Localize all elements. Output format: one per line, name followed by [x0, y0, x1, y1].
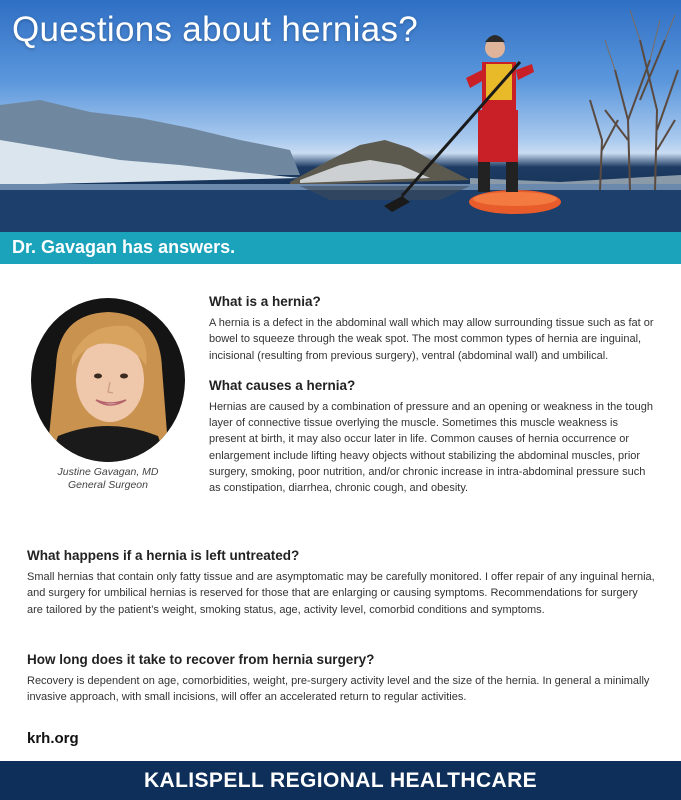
answer-text: Small hernias that contain only fatty tissue and are asymptomatic may be carefully monitored. I offer repair of any inguinal hernia, and surgery for umbilical hernias is reserved for those that are enlarging or causing symptoms. Recommendations for surgery are tailored by the patient’s weight, smoking status, age, activity level, comorbid conditions and symptoms. [27, 571, 655, 616]
doctor-role: General Surgeon [68, 479, 148, 491]
subtitle-banner [0, 232, 681, 264]
doctor-photo [28, 296, 188, 464]
doctor-caption [16, 466, 200, 492]
question-heading: What is a hernia? [209, 294, 321, 309]
doctor-name: Justine Gavagan, MD [57, 466, 159, 478]
answer-text: Hernias are caused by a combination of pressure and an opening or weakness in the tough layer of connective tissue overlying the muscle. Sometimes this muscle weakness is present at birth, it may also occur later in life. Common causes of hernia occurrence or enlargement include lifting heavy objects without stabilizing the abdominal muscles, prior surgery, smoking, poor nutrition, and/or chronic increase in intra-abdominal pressure such as constipation, diarrhea, chronic cough, and obesity. [209, 400, 653, 495]
hero-title: Questions about hernias? [12, 10, 419, 49]
right-column [209, 294, 657, 497]
answer-text: A hernia is a defect in the abdominal wall which may allow surrounding tissue such as fat or bowel to squeeze through the weak spot. The most common types of hernia are inguinal, incisional (resulting from previous surgery), ventral (abdominal wall) and umbilical. [209, 317, 654, 362]
question-heading: What causes a hernia? [209, 377, 356, 393]
question-heading: How long does it take to recover from hernia surgery? [27, 652, 375, 667]
banner-subtitle: Dr. Gavagan has answers. [12, 237, 236, 257]
website-link[interactable]: krh.org [27, 730, 79, 747]
answer-text: Recovery is dependent on age, comorbidities, weight, pre-surgery activity level and the size of the hernia. In general a minimally invasive approach, with small incisions, will offer an accelerated return to regular activities. [27, 675, 650, 704]
recovery-section [27, 652, 655, 706]
footer-brand: KALISPELL REGIONAL HEALTHCARE [143, 768, 538, 792]
footer-bar [0, 761, 681, 800]
untreated-section [27, 548, 655, 618]
doctor-portrait [28, 296, 188, 464]
hero-image [0, 0, 681, 232]
question-heading: What happens if a hernia is left untreated? [27, 548, 300, 563]
